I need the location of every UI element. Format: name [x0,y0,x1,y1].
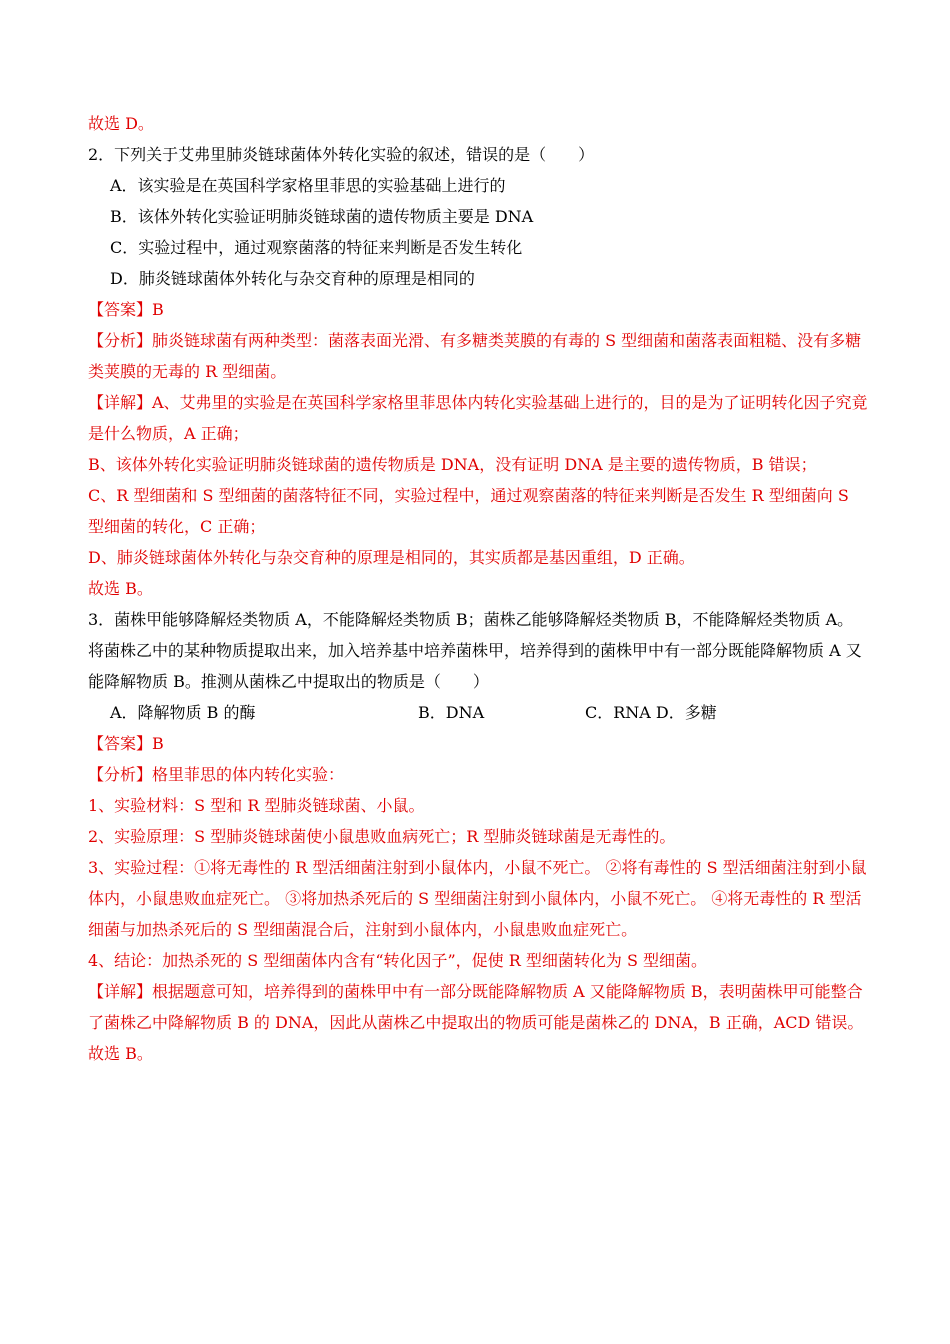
q2-option-a: A．该实验是在英国科学家格里菲思的实验基础上进行的 [110,176,506,195]
q3-conclusion: 故选 B。 [88,1044,153,1063]
prev-conclusion: 故选 D。 [88,114,154,133]
q2-detail-a: 【详解】A、艾弗里的实验是在英国科学家格里菲思体内转化实验基础上进行的，目的是为了证明转化因子究竟是什么物质，A 正确； [88,393,868,443]
q3-option-a: A．降解物质 B 的酶 [110,703,256,722]
q2-answer: 【答案】B [88,300,164,319]
q2-detail-d: D、肺炎链球菌体外转化与杂交育种的原理是相同的，其实质都是基因重组，D 正确。 [88,548,695,567]
q3-options [88,697,868,728]
q3-analysis-3: 3、实验过程：①将无毒性的 R 型活细菌注射到小鼠体内，小鼠不死亡。 ②将有毒性的 S 型活细菌注射到小鼠体内，小鼠患败血症死亡。 ③将加热杀死后的 S 型细菌注射到小鼠体内，小鼠不死亡。 ④将无毒性的 R 型活细菌与加热杀死后的 S 型细菌混合后，注射到小鼠体内，小鼠患败血症死亡。 [88,858,867,939]
q3-option-cd: C．RNA D．多糖 [585,703,717,722]
q2-option-d: D．肺炎链球菌体外转化与杂交育种的原理是相同的 [110,269,475,288]
q3-answer: 【答案】B [88,734,164,753]
q3-option-b: B．DNA [418,703,485,722]
q2-detail-c: C、R 型细菌和 S 型细菌的菌落特征不同，实验过程中，通过观察菌落的特征来判断是否发生 R 型细菌向 S 型细菌的转化，C 正确； [88,486,849,536]
document-page [88,108,868,1069]
q3-detail: 【详解】根据题意可知，培养得到的菌株甲中有一部分既能降解物质 A 又能降解物质 B，表明菌株甲可能整合了菌株乙中降解物质 B 的 DNA，因此从菌株乙中提取出的物质可能是菌株乙的 DNA，B 正确，ACD 错误。 [88,982,864,1032]
q2-analysis: 【分析】肺炎链球菌有两种类型：菌落表面光滑、有多糖类荚膜的有毒的 S 型细菌和菌落表面粗糙、没有多糖类荚膜的无毒的 R 型细菌。 [88,331,862,381]
question-2 [88,139,868,604]
q2-stem: 2．下列关于艾弗里肺炎链球菌体外转化实验的叙述，错误的是（ ） [88,145,595,164]
q2-option-c: C．实验过程中，通过观察菌落的特征来判断是否发生转化 [110,238,523,257]
q3-analysis-4: 4、结论：加热杀死的 S 型细菌体内含有“转化因子”，促使 R 型细菌转化为 S 型细菌。 [88,951,708,970]
q3-analysis-2: 2、实验原理：S 型肺炎链球菌使小鼠患败血病死亡；R 型肺炎链球菌是无毒性的。 [88,827,676,846]
q2-detail-b: B、该体外转化实验证明肺炎链球菌的遗传物质是 DNA，没有证明 DNA 是主要的遗传物质，B 错误； [88,455,817,474]
q3-analysis-title: 【分析】格里菲思的体内转化实验： [88,765,345,784]
q2-conclusion: 故选 B。 [88,579,153,598]
question-3 [88,604,868,1069]
q2-option-b: B．该体外转化实验证明肺炎链球菌的遗传物质主要是 DNA [110,207,534,226]
q3-analysis-1: 1、实验材料：S 型和 R 型肺炎链球菌、小鼠。 [88,796,425,815]
q3-stem: 3．菌株甲能够降解烃类物质 A，不能降解烃类物质 B；菌株乙能够降解烃类物质 B，不能降解烃类物质 A。将菌株乙中的某种物质提取出来，加入培养基中培养菌株甲，培养得到的菌株甲中有一部分既能降解物质 A 又能降解物质 B。推测从菌株乙中提取出的物质是（ ） [88,610,862,691]
